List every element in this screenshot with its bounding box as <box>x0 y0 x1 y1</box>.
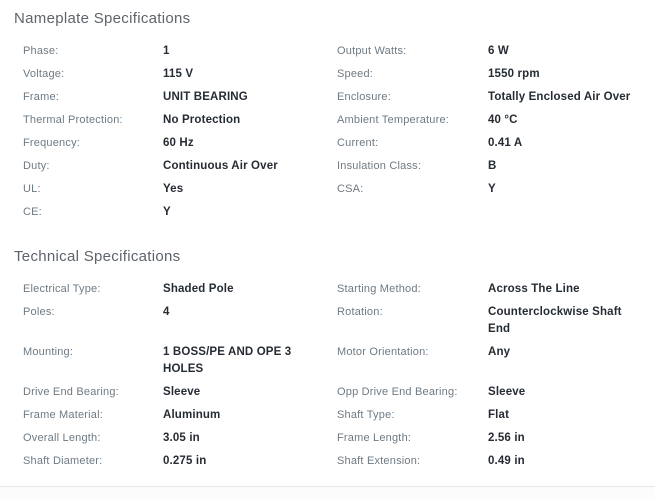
spec-label: Shaft Diameter: <box>23 455 103 467</box>
spec-label: Electrical Type: <box>23 283 101 295</box>
spec-label: Drive End Bearing: <box>23 386 119 398</box>
spec-rows <box>0 40 655 224</box>
spec-value: Totally Enclosed Air Over <box>488 91 631 103</box>
spec-label: Shaft Type: <box>337 409 395 421</box>
spec-label: CE: <box>23 206 42 218</box>
spec-value: 1 <box>163 45 170 57</box>
spec-value: Sleeve <box>488 386 526 398</box>
spec-label: Output Watts: <box>337 45 407 57</box>
spec-label: Current: <box>337 137 379 149</box>
spec-label: Poles: <box>23 306 55 318</box>
spec-row <box>23 86 655 109</box>
spec-value: 0.49 in <box>488 455 525 467</box>
spec-label: Voltage: <box>23 68 65 80</box>
spec-label: Thermal Protection: <box>23 114 123 126</box>
spec-label: Speed: <box>337 68 374 80</box>
spec-value: Aluminum <box>163 409 221 421</box>
spec-label: Enclosure: <box>337 91 391 103</box>
spec-row <box>23 381 655 404</box>
spec-value: 1 BOSS/PE AND OPE 3 HOLES <box>163 346 292 375</box>
spec-value: UNIT BEARING <box>163 91 248 103</box>
spec-value: 40 °C <box>488 114 518 126</box>
sections-container <box>0 10 655 473</box>
spec-label: Rotation: <box>337 306 383 318</box>
spec-value: 2.56 in <box>488 432 525 444</box>
spec-row <box>23 301 655 341</box>
spec-label: Frame Length: <box>337 432 412 444</box>
spec-value: Sleeve <box>163 386 201 398</box>
spec-row <box>23 404 655 427</box>
spec-section <box>0 248 655 473</box>
spec-label: UL: <box>23 183 41 195</box>
spec-label: Shaft Extension: <box>337 455 421 467</box>
spec-row <box>23 278 655 301</box>
spec-row <box>23 450 655 473</box>
spec-label: Overall Length: <box>23 432 101 444</box>
spec-label: Frame Material: <box>23 409 104 421</box>
spec-value: Shaded Pole <box>163 283 234 295</box>
spec-label: Mounting: <box>23 346 74 358</box>
spec-label: Insulation Class: <box>337 160 422 172</box>
spec-label: Ambient Temperature: <box>337 114 450 126</box>
spec-label: Frequency: <box>23 137 81 149</box>
spec-row <box>23 40 655 63</box>
spec-value: 115 V <box>163 68 194 80</box>
spec-row <box>23 178 655 201</box>
spec-rows <box>0 278 655 473</box>
spec-label: Starting Method: <box>337 283 421 295</box>
spec-value: 60 Hz <box>163 137 194 149</box>
spec-label: Duty: <box>23 160 50 172</box>
spec-label: Frame: <box>23 91 60 103</box>
section-title: Nameplate Specifications <box>14 10 191 27</box>
spec-value: Continuous Air Over <box>163 160 278 172</box>
spec-value: No Protection <box>163 114 241 126</box>
spec-row <box>23 341 655 381</box>
spec-value: 0.275 in <box>163 455 207 467</box>
footer-strip <box>0 487 655 500</box>
spec-label: Motor Orientation: <box>337 346 429 358</box>
spec-value: Counterclockwise Shaft End <box>488 306 622 335</box>
spec-row <box>23 109 655 132</box>
spec-value: Any <box>488 346 511 358</box>
spec-row <box>23 427 655 450</box>
section-title: Technical Specifications <box>14 248 181 265</box>
spec-label: Phase: <box>23 45 59 57</box>
spec-value: Y <box>163 206 171 218</box>
spec-row <box>23 132 655 155</box>
spec-section <box>0 10 655 224</box>
spec-value: Across The Line <box>488 283 580 295</box>
spec-value: 4 <box>163 306 170 318</box>
spec-value: Flat <box>488 409 510 421</box>
spec-row <box>23 63 655 86</box>
spec-row <box>23 201 655 224</box>
spec-row <box>23 155 655 178</box>
spec-value: B <box>488 160 497 172</box>
spec-value: Yes <box>163 183 184 195</box>
spec-value: 6 W <box>488 45 509 57</box>
spec-value: Y <box>488 183 496 195</box>
spec-label: Opp Drive End Bearing: <box>337 386 458 398</box>
spec-label: CSA: <box>337 183 364 195</box>
spec-value: 0.41 A <box>488 137 523 149</box>
spec-value: 1550 rpm <box>488 68 540 80</box>
spec-value: 3.05 in <box>163 432 200 444</box>
